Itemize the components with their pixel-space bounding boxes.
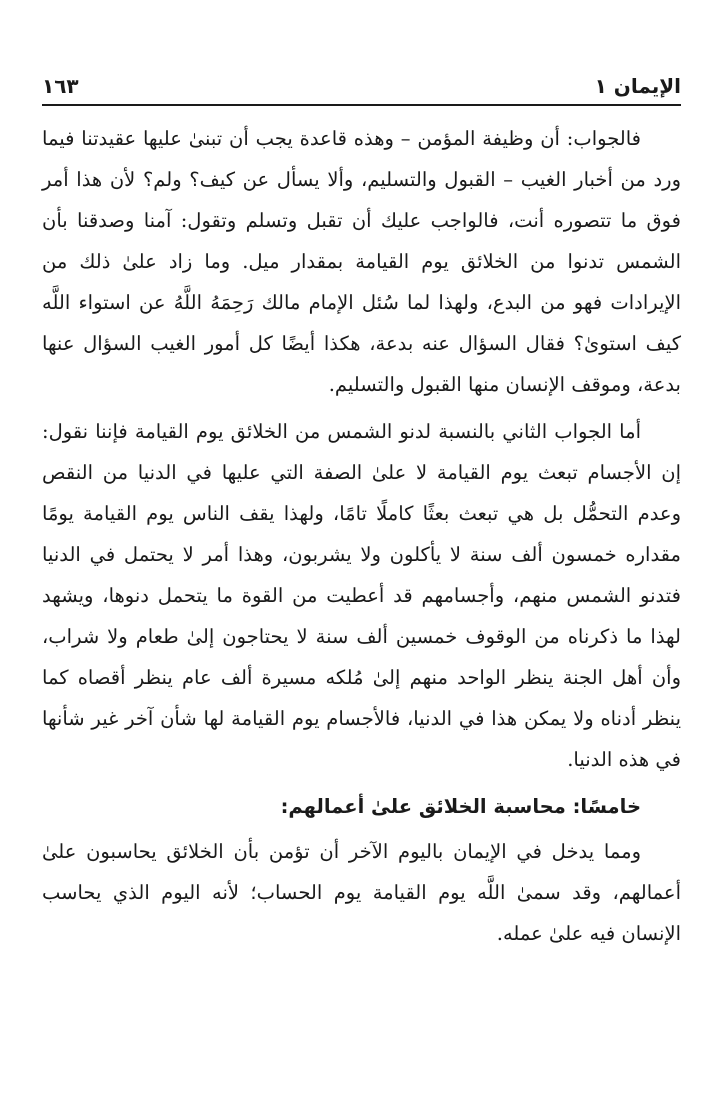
- running-title: الإيمان ١: [594, 74, 681, 98]
- page-header: [42, 62, 681, 98]
- page-body: [42, 118, 681, 954]
- paragraph-reckoning: ومما يدخل في الإيمان باليوم الآخر أن تؤمن بأن الخلائق يحاسبون علىٰ أعمالهم، وقد سمىٰ اللَّه يوم القيامة يوم الحساب؛ لأنه اليوم الذي يحاسب الإنسان فيه علىٰ عمله.: [42, 840, 681, 945]
- paragraph-answer-second: أما الجواب الثاني بالنسبة لدنو الشمس من الخلائق يوم القيامة فإننا نقول: إن الأجسام تبعث يوم القيامة لا علىٰ الصفة التي عليها في الدنيا من النقص وعدم التحمُّل بل هي تبعث بعثًا كاملًا تامًا، ولهذا يقف الناس يوم القيامة يومًا مقداره خمسون ألف سنة لا يأكلون ولا يشربون، وهذا أمر لا يحتمل في الدنيا فتدنو الشمس منهم، وأجسامهم قد أعطيت من القوة ما يتحمل دنوها، ويشهد لهذا ما ذكرناه من الوقوف خمسين ألف سنة لا يحتاجون إلىٰ طعام ولا شراب، وأن أهل الجنة ينظر الواحد منهم إلىٰ مُلكه مسيرة ألف عام ينظر أقصاه كما ينظر أدناه ولا يمكن هذا في الدنيا، فالأجسام يوم القيامة لها شأن آخر غير شأنها في هذه الدنيا.: [42, 420, 681, 771]
- section-heading: خامسًا: محاسبة الخلائق علىٰ أعمالهم:: [280, 795, 641, 818]
- paragraph-answer-first: فالجواب: أن وظيفة المؤمن – وهذه قاعدة يجب أن تبنىٰ عليها عقيدتنا فيما ورد من أخبار الغيب – القبول والتسليم، وألا يسأل عن كيف؟ ولم؟ لأن هذا أمر فوق ما تتصوره أنت، فالواجب عليك أن تقبل وتسلم وتقول: آمنا وصدقنا بأن الشمس تدنوا من الخلائق يوم القيامة بمقدار ميل. وما زاد علىٰ ذلك من الإيرادات فهو من البدع، ولهذا لما سُئل الإمام مالك رَحِمَهُ اللَّهُ عن استواء اللَّه كيف استوىٰ؟ فقال السؤال عنه بدعة، هكذا أيضًا كل أمور الغيب السؤال عنها بدعة، وموقف الإنسان منها القبول والتسليم.: [42, 127, 681, 396]
- header-divider: [42, 104, 681, 106]
- page-number: ١٦٣: [42, 74, 79, 98]
